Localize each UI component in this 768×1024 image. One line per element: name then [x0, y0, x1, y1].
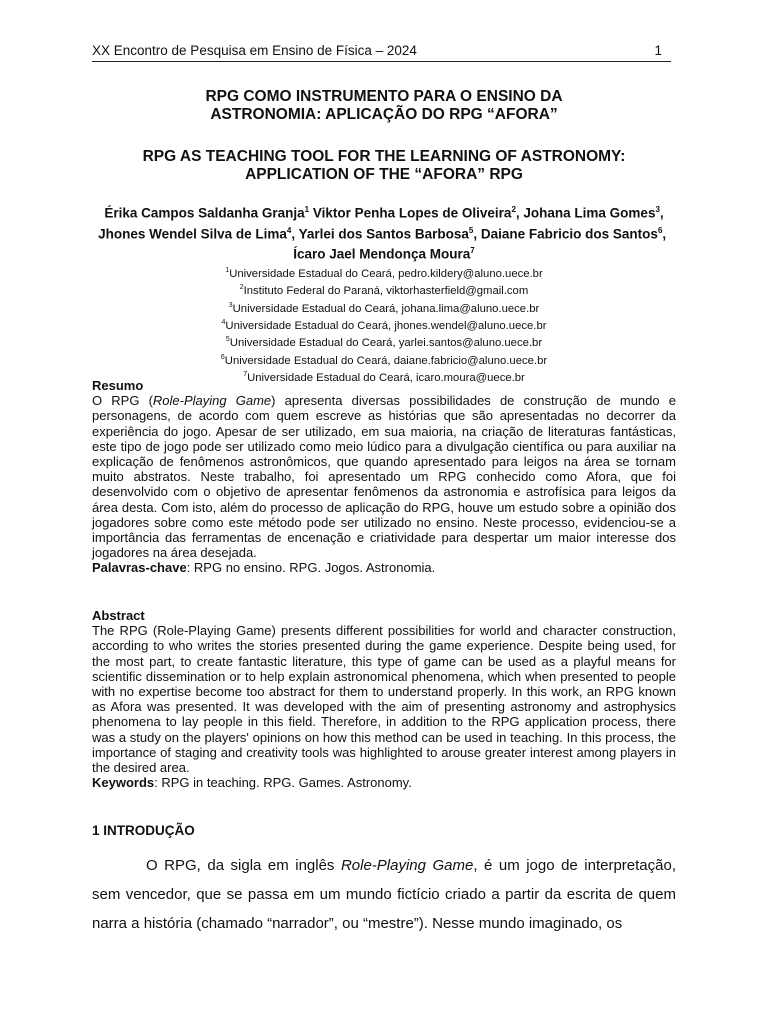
- author-name: Érika Campos Saldanha Granja: [104, 205, 305, 221]
- affiliation-item: [92, 299, 676, 316]
- keywords-label: Keywords: [92, 775, 155, 791]
- affiliation-item: [92, 316, 676, 333]
- resumo-section: [92, 378, 676, 576]
- author-name: Jhones Wendel Silva de Lima: [98, 226, 287, 241]
- author-sup: 5: [468, 225, 474, 235]
- author-name: Ícaro Jael Mendonça Moura: [293, 246, 471, 262]
- affiliation-text: Universidade Estadual do Ceará, icaro.moura@uece.br: [247, 371, 525, 384]
- intro-body: [92, 851, 676, 938]
- abstract-section: [92, 608, 676, 790]
- abstract-keywords: [92, 775, 676, 790]
- page-number: 1: [654, 43, 662, 58]
- affiliation-text: Universidade Estadual do Ceará, johana.lima@aluno.uece.br: [232, 302, 540, 315]
- author-sup: 7: [470, 246, 475, 255]
- title-pt-line-1: RPG COMO INSTRUMENTO PARA O ENSINO DA: [205, 88, 563, 105]
- author-name: Yarlei dos Santos Barbosa: [298, 226, 469, 241]
- running-header: [92, 43, 671, 62]
- intro-italic-term: Role-Playing Game: [340, 857, 474, 874]
- resumo-italic-term: Role-Playing Game: [152, 393, 272, 409]
- author-name: Daiane Fabricio dos Santos: [480, 226, 658, 241]
- keywords-list: : RPG no ensino. RPG. Jogos. Astronomia.: [186, 560, 436, 576]
- keywords-list: : RPG in teaching. RPG. Games. Astronomy.: [154, 775, 412, 791]
- affiliation-list: [92, 264, 676, 386]
- affiliation-item: [92, 351, 676, 368]
- affiliation-sup: 7: [243, 371, 248, 379]
- abstract-heading: Abstract: [92, 608, 145, 623]
- resumo-keywords: [92, 560, 676, 575]
- author-sup: 4: [286, 225, 292, 235]
- affiliation-text: Instituto Federal do Paraná, viktorhasterfield@gmail.com: [243, 285, 529, 298]
- author-sup: 6: [657, 225, 663, 235]
- affiliation-sup: 4: [221, 319, 226, 327]
- affiliation-item: [92, 264, 676, 281]
- keywords-label: Palavras-chave: [92, 560, 187, 576]
- title-en-line-2: APPLICATION OF THE “AFORA” RPG: [245, 166, 523, 183]
- resumo-body: [92, 393, 676, 560]
- affiliation-text: Universidade Estadual do Ceará, daiane.fabricio@aluno.uece.br: [224, 354, 548, 367]
- affiliation-text: Universidade Estadual do Ceará, pedro.kildery@aluno.uece.br: [229, 267, 543, 280]
- author-list: [92, 201, 676, 263]
- author-name: Johana Lima Gomes: [523, 205, 656, 221]
- author-sup: 3: [655, 205, 660, 214]
- affiliation-text: Universidade Estadual do Ceará, yarlei.santos@aluno.uece.br: [229, 337, 543, 350]
- title-english: [92, 148, 676, 184]
- affiliation-sup: 6: [220, 353, 225, 361]
- affiliation-text: Universidade Estadual do Ceará, jhones.wendel@aluno.uece.br: [225, 319, 547, 332]
- resumo-text-part: O RPG (: [92, 393, 153, 409]
- affiliation-sup: 5: [225, 336, 230, 344]
- title-pt-line-2: ASTRONOMIA: APLICAÇÃO DO RPG “AFORA”: [210, 106, 558, 123]
- author-line-1: Érika Campos Saldanha Granja$^1$ Viktor Penha Lopes de Oliveira$^2$, Johana Lima Gomes$^3$, Jhones Wendel Silva de Lima$^4$, Yarlei dos Santos Barbosa$^5$, Daiane Fabricio dos Santos$^6$, Ícaro Jael Mendonça Moura$^7$: [98, 205, 670, 262]
- abstract-body: The RPG (Role-Playing Game) presents different possibilities for world and character construction, according to who writes the stories presented during the game experience. Despite being used, for the most part, to create fantastic literature, this type of game can be used as a playful means for scientific dissemination or to help explain astronomical phenomena, which when presented to people with no expertise become too abstract for them to understand properly. In this work, an RPG known as Afora was presented. It was developed with the aim of presenting astronomy and astrophysics phenomena to lay people in this field. Therefore, in addition to the RPG application process, there was a study on the players' opinions on how this method can be used in teaching. In this process, the importance of staging and creativity tools was highlighted to arouse greater interest among players in the desired area.: [92, 623, 676, 776]
- author-sup: 2: [511, 205, 516, 214]
- conference-name: XX Encontro de Pesquisa em Ensino de Física – 2024: [92, 43, 417, 58]
- affiliation-item: [92, 333, 676, 350]
- intro-text-part: , é um jogo de interpretação, sem vencedor, que se passa em um mundo fictício criado a partir da escrita de quem narra a história (chamado “narrador”, ou “mestre”). Nesse mundo imaginado, os: [92, 857, 677, 932]
- title-portuguese: [92, 88, 676, 124]
- author-sup: 1: [304, 205, 310, 214]
- affiliation-item: [92, 281, 676, 298]
- intro-text-part: O RPG, da sigla em inglês: [146, 857, 341, 874]
- author-name: Viktor Penha Lopes de Oliveira: [312, 205, 512, 221]
- affiliation-sup: 2: [239, 284, 244, 292]
- resumo-heading: Resumo: [92, 378, 144, 393]
- intro-heading: 1 INTRODUÇÃO: [92, 823, 195, 838]
- affiliation-sup: 1: [225, 267, 230, 274]
- resumo-text-part: ) apresenta diversas possibilidades de construção de mundo e personagens, de acordo com quem escreve as histórias que são apresentadas no decorrer da experiência do jogo. Apesar de ser utilizado, em sua maioria, na criação de literaturas fantásticas, este tipo de jogo pode ser utilizado como meio lúdico para a divulgação científica ou para auxiliar na explicação de fenômenos astronômicos, que quando apresentado para leigos na área se tornam muito abstratos. Neste trabalho, foi apresentado um RPG conhecido como Afora, que foi desenvolvido com o objetivo de apresentar fenômenos da astronomia e astrofísica para leigos da área desta. Com isto, além do processo de aplicação do RPG, houve um estudo sobre a opinião dos jogadores sobre como este método pode ser utilizado no ensino. Neste processo, evidenciou-se a importância das ferramentas de encenação e criatividade para despertar um maior interesse dos jogadores na área desejada.: [92, 393, 676, 561]
- title-en-line-1: RPG AS TEACHING TOOL FOR THE LEARNING OF ASTRONOMY:: [142, 148, 626, 165]
- affiliation-sup: 3: [228, 301, 233, 309]
